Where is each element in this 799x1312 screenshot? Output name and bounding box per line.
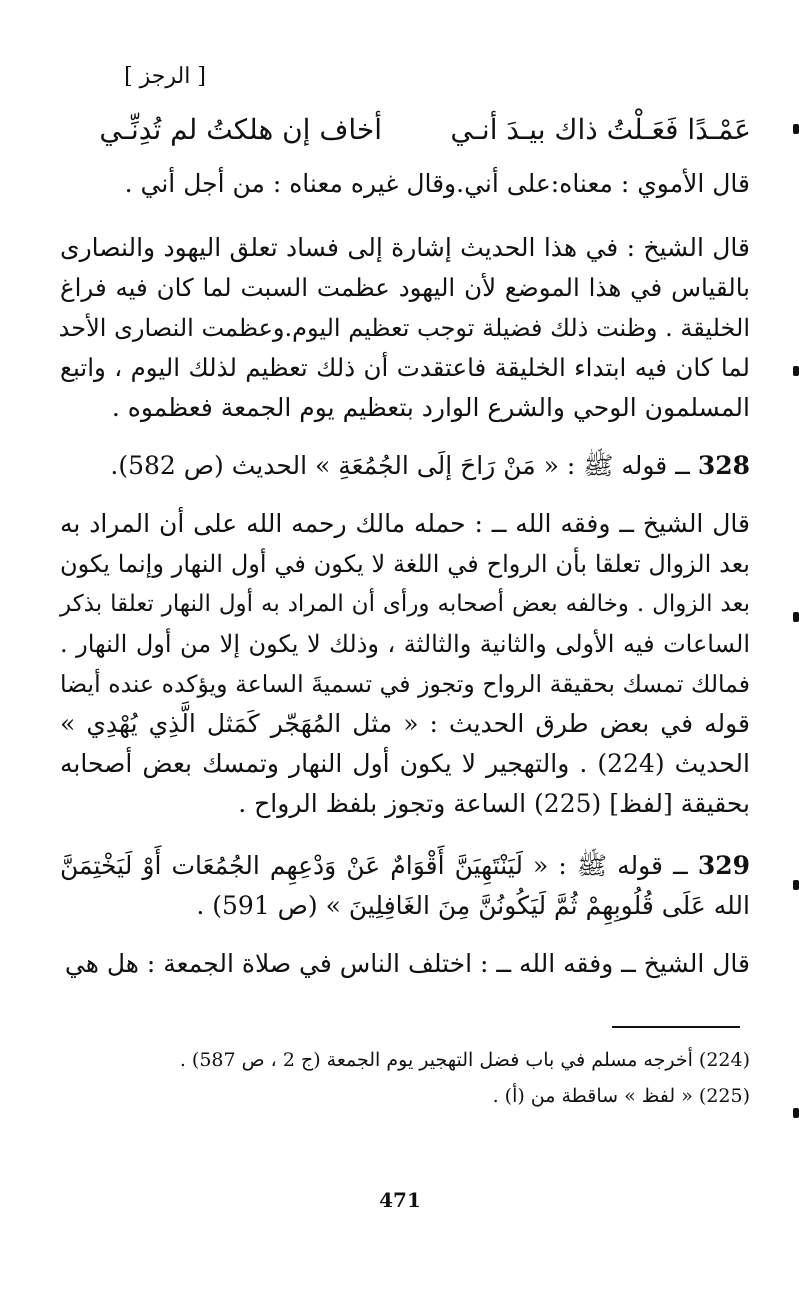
scan-edge-mark: [793, 880, 799, 890]
scan-edge-mark: [793, 124, 799, 134]
text-line: قال الشيخ ــ وفقه الله ــ : حمله مالك رحمه الله على أن المراد به: [60, 509, 750, 538]
hadith-number: 329: [697, 851, 750, 880]
text-line: بالقياس في هذا الموضع لأن اليهود عظمت السبت لما كان فيه فراغ: [60, 273, 750, 302]
text-line: الساعات فيه الأولى والثانية والثالثة ، وذلك لا يكون إلا من أول النهار .: [60, 630, 750, 658]
text-line: بعد الزوال . وخالفه بعض أصحابه ورأى أن المراد به أول النهار تعلقا بذكر: [60, 591, 750, 617]
text-line: المسلمون الوحي والشرع الوارد بتعظيم يوم الجمعة فعظموه .: [111, 393, 750, 422]
footnote: (224) أخرجه مسلم في باب فضل التهجير يوم الجمعة (ج 2 ، ص 587) .: [179, 1049, 750, 1071]
hadith-number: 328: [697, 451, 750, 480]
verse-first-hemistich: عَمْـدًا فَعَـلْتُ ذاك بيـدَ أنـي: [450, 113, 751, 146]
text-line: لما كان فيه ابتداء الخليقة فاعتقدت أن ذلك تعظيم لذلك اليوم ، واتبع: [60, 353, 750, 382]
footnote: (225) « لفظ » ساقطة من (أ) .: [492, 1085, 750, 1107]
scan-edge-mark: [793, 1108, 799, 1118]
text-line: بعد الزوال تعلقا بأن الرواح في اللغة لا يكون في أول النهار وإنما يكون: [60, 550, 750, 578]
scan-edge-mark: [793, 612, 799, 622]
text-line: الخليقة . وظنت ذلك فضيلة توجب تعظيم اليوم.وعظمت النصارى الأحد: [58, 314, 750, 342]
footnote-divider: [612, 1026, 740, 1028]
hadith-text: ــ قوله ﷺ : « لَيَنْتَهِيَنَّ أَقْوَامٌ عَنْ وَدْعِهِم الجُمُعَات أَوْ لَيَخْتِمَنَّ: [60, 851, 688, 880]
meter-label: [ الرجز ]: [124, 64, 206, 89]
hadith-329-heading: [60, 846, 750, 886]
hadith-text: ــ قوله ﷺ : « مَنْ رَاحَ إلَى الجُمُعَةِ » الحديث (ص 582).: [110, 451, 690, 480]
text-line: فمالك تمسك بحقيقة الرواح وتجوز في تسميةَ الساعة ويؤكده عنده أيضا: [60, 670, 750, 698]
text-line: بحقيقة [لفظ] (225) الساعة وتجوز بلفظ الرواح .: [238, 789, 750, 818]
hadith-328-heading: [60, 446, 750, 486]
text-line: قال الشيخ : في هذا الحديث إشارة إلى فساد تعلق اليهود والنصارى: [60, 233, 750, 262]
scan-edge-mark: [793, 366, 799, 376]
text-line: قوله في بعض طرق الحديث : « مثل المُهَجّر كَمَثل الَّذِي يُهْدِي »: [60, 709, 750, 738]
text-line: قال الشيخ ــ وفقه الله ــ : اختلف الناس في صلاة الجمعة : هل هي: [64, 949, 750, 978]
verse-second-hemistich: أخاف إن هلكتُ لم تُدِنِّـي: [99, 113, 382, 146]
text-line: الحديث (224) . والتهجير لا يكون أول النهار وتمسك بعض أصحابه: [60, 749, 750, 778]
text-line: قال الأموي : معناه:على أني.وقال غيره معناه : من أجل أني .: [124, 169, 750, 198]
hadith-text-line: الله عَلَى قُلُوبِهِمْ ثُمَّ لَيَكُونُنَّ مِنَ الغَافِلِينَ » (ص 591) .: [196, 891, 750, 920]
page-number: 471: [379, 1188, 421, 1212]
